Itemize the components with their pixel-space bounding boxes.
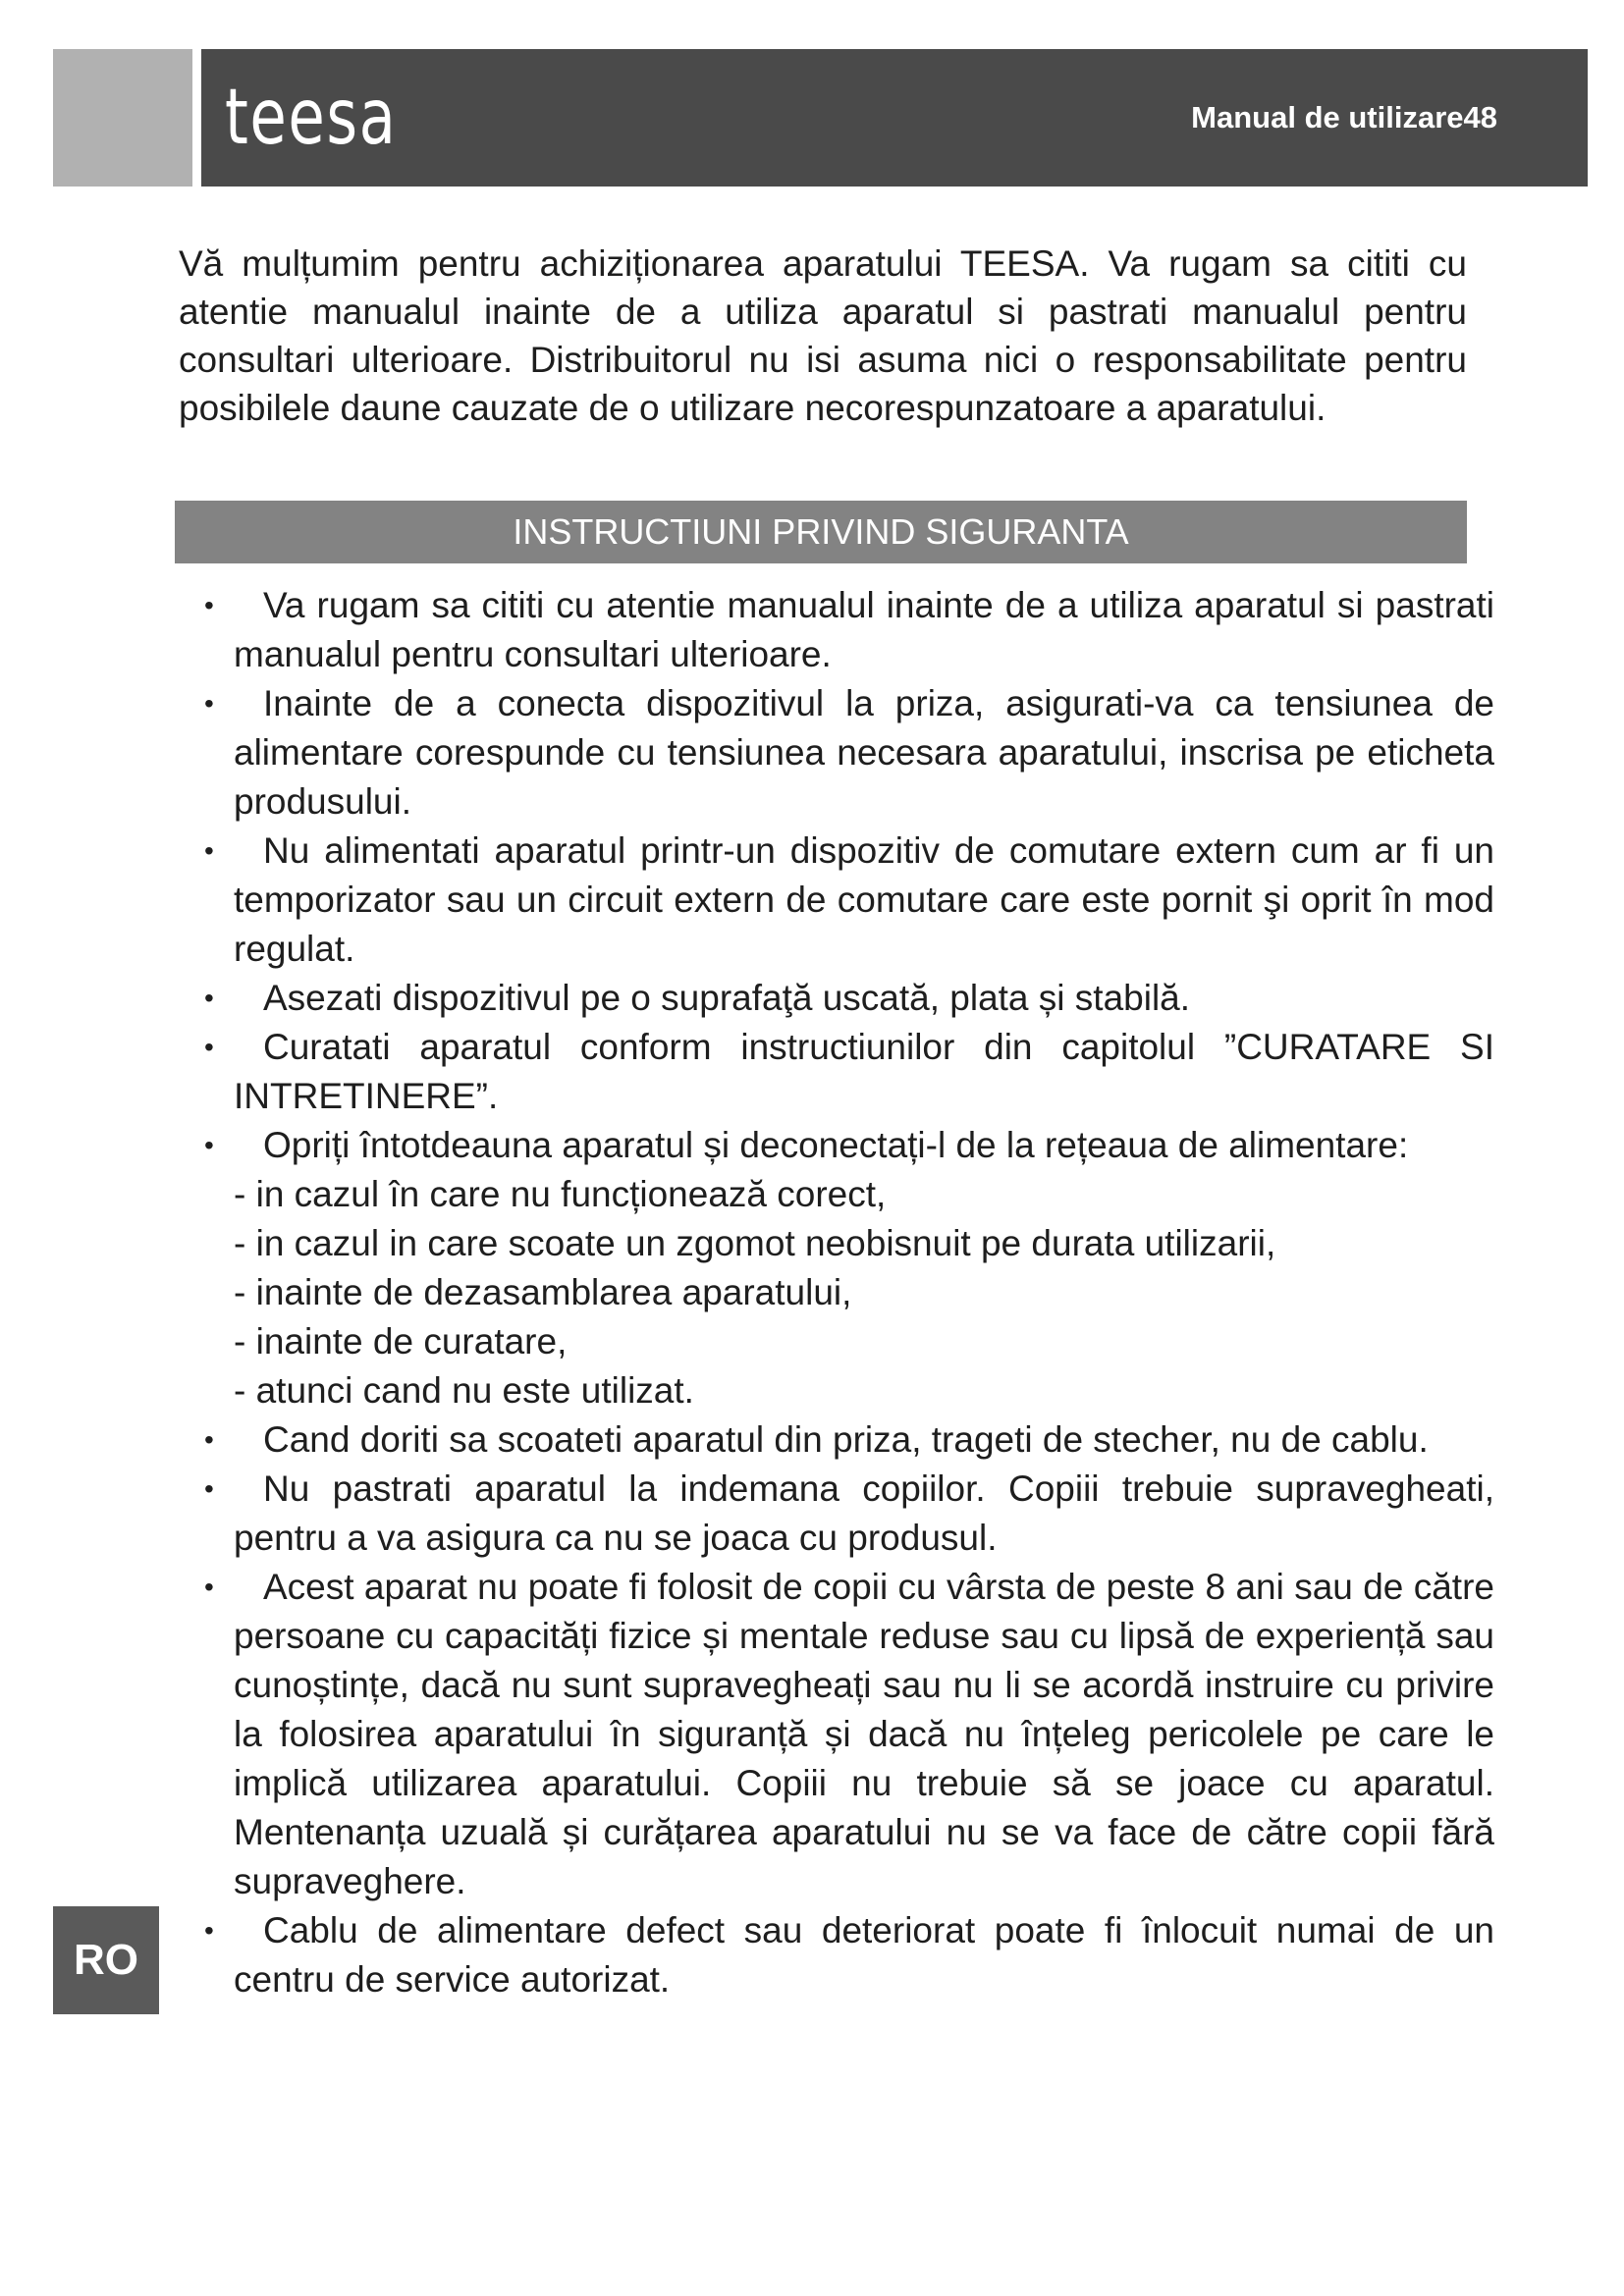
list-item: • Va rugam sa cititi cu atentie manualul inainte de a utiliza aparatul si pastrati manualul pentru consultari ulterioare. [179,581,1494,679]
list-item: • Cand doriti sa scoateti aparatul din priza, trageti de stecher, nu de cablu. [179,1415,1494,1465]
sub-list-item: - inainte de dezasamblarea aparatului, [234,1272,852,1312]
list-item-text: Opriți întotdeauna aparatul și deconectați-l de la rețeaua de alimentare: [263,1125,1409,1165]
sub-list [234,1170,1494,1415]
list-item: • Inainte de a conecta dispozitivul la priza, asigurati-va ca tensiunea de alimentare corespunde cu tensiunea necesara aparatului, inscrisa pe eticheta produsului. [179,679,1494,827]
safety-list [179,581,1494,2004]
language-tab: RO [53,1906,159,2014]
sub-list-item: - in cazul in care scoate un zgomot neobisnuit pe durata utilizarii, [234,1223,1276,1263]
list-item: • Curatati aparatul conform instructiunilor din capitolul ”CURATARE SI INTRETINERE”. [179,1023,1494,1121]
list-item: • Cablu de alimentare defect sau deteriorat poate fi înlocuit numai de un centru de service autorizat. [179,1906,1494,2004]
intro-paragraph: Vă mulțumim pentru achiziționarea aparatului TEESA. Va rugam sa cititi cu atentie manualul inainte de a utiliza aparatul si pastrati manualul pentru consultari ulterioare. Distribuitorul nu isi asuma nici o responsabilitate pentru posibilele daune cauzate de o utilizare necorespunzatoare a aparatului. [179,243,1467,428]
list-item: • Acest aparat nu poate fi folosit de copii cu vârsta de peste 8 ani sau de către persoane cu capacități fizice și mentale reduse sau cu lipsă de experiență sau cunoștințe, dacă nu sunt supravegheați sau nu li se acordă instruire cu privire la folosirea aparatului în siguranță și dacă nu înțeleg pericolele pe care le implică utilizarea aparatului. Copiii nu trebuie să se joace cu aparatul. Mentenanța uzuală și curățarea aparatului nu se va face de către copii fără supraveghere. [179,1563,1494,1906]
sub-list-item: - in cazul în care nu funcționează corect, [234,1174,887,1214]
sub-list-item: - inainte de curatare, [234,1321,568,1362]
brand-logo: teesa [225,74,398,162]
list-item: • Nu pastrati aparatul la indemana copiilor. Copiii trebuie supravegheati, pentru a va asigura ca nu se joaca cu produsul. [179,1465,1494,1563]
header-bar [201,49,1588,187]
header-left-block [53,49,192,187]
list-item [179,1121,1494,1415]
list-item: • Asezati dispozitivul pe o suprafaţă uscată, plata și stabilă. [179,974,1494,1023]
sub-list-item: - atunci cand nu este utilizat. [234,1370,694,1411]
section-heading: INSTRUCTIUNI PRIVIND SIGURANTA [175,501,1467,563]
manual-title: Manual de utilizare48 [1191,100,1497,134]
list-item: • Nu alimentati aparatul printr-un dispozitiv de comutare extern cum ar fi un temporizator sau un circuit extern de comutare care este pornit şi oprit în mod regulat. [179,827,1494,974]
